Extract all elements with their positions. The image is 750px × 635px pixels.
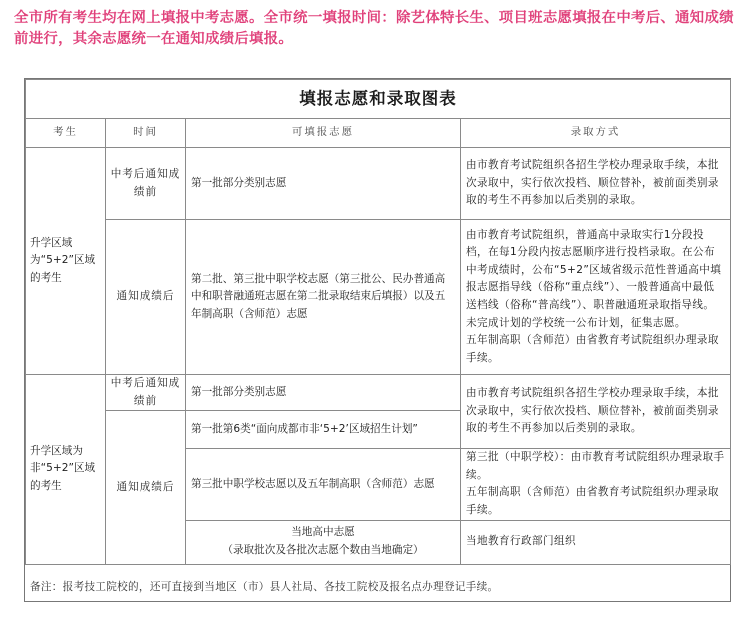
group2-row3-admission-extra: 五年制高职（含师范）由省教育考试院组织办理录取手续。 [466, 486, 719, 516]
group2-row1-time: 中考后通知成绩前 [106, 375, 186, 411]
group2-candidate: 升学区域为非“5+2”区域的考生 [26, 375, 106, 565]
group2-row2-time: 通知成绩后 [106, 411, 186, 564]
group1-row1-wish: 第一批部分类别志愿 [186, 148, 461, 220]
group2-row3-admission-cell [461, 449, 731, 520]
group2-row4-wish-extra: （录取批次及各批次志愿个数由当地确定） [222, 544, 424, 557]
header-time: 时间 [106, 119, 186, 148]
table-title: 填报志愿和录取图表 [26, 80, 731, 119]
group1-row2-admission-extra: 五年制高职（含师范）由省教育考试院组织办理录取手续。 [466, 334, 719, 364]
header-candidate: 考生 [26, 119, 106, 148]
intro-text: 全市所有考生均在网上填报中考志愿。全市统一填报时间：除艺体特长生、项目班志愿填报在中考后、通知成绩前进行，其余志愿统一在通知成绩后填报。 [14, 10, 734, 47]
header-admission: 录取方式 [461, 119, 731, 148]
table-note: 备注：报考技工院校的，还可直接到当地区（市）县人社局、各技工院校及报名点办理登记手续。 [30, 581, 499, 593]
admission-table [25, 79, 731, 565]
group2-row3-wish: 第三批中职学校志愿以及五年制高职（含师范）志愿 [186, 449, 461, 520]
group1-candidate: 升学区域为“5+2”区域的考生 [26, 148, 106, 375]
group1-row1-time: 中考后通知成绩前 [106, 148, 186, 220]
group1-row2-time: 通知成绩后 [106, 220, 186, 375]
header-wish: 可填报志愿 [186, 119, 461, 148]
group2-row1-admission: 由市教育考试院组织各招生学校办理录取手续，本批次录取中，实行依次投档、顺位替补，被前面类别录取的考生不再参加以后类别的录取。 [461, 375, 731, 449]
group1-row2-admission: 由市教育考试院组织，普通高中录取实行1分段投档，在每1分段内按志愿顺序进行投档录取。在公布中考成绩时，公布“5+2”区域省级示范性普通高中填报志愿指导线（俗称“重点线”）、一般普通高中最低送档线（俗称“普高线”）、职普融通班录取指导线。未完成计划的学校统一公布计划，征集志愿。 [466, 228, 722, 329]
admission-table-card [24, 78, 731, 602]
group2-row4-wish-cell [186, 520, 461, 564]
group1-row2-wish: 第二批、第三批中职学校志愿（第三批公、民办普通高中和职普融通班志愿在第二批录取结束后填报）以及五年制高职（含师范）志愿 [186, 220, 461, 375]
group1-row1-admission: 由市教育考试院组织各招生学校办理录取手续，本批次录取中，实行依次投档、顺位替补，被前面类别录取的考生不再参加以后类别的录取。 [461, 148, 731, 220]
group2-row1-wish: 第一批部分类别志愿 [186, 375, 461, 411]
group2-row4-admission: 当地教育行政部门组织 [461, 520, 731, 564]
group2-row2-wish: 第一批第6类“面向成都市非‘5+2’区域招生计划” [186, 411, 461, 449]
group1-row2-admission-cell [461, 220, 731, 375]
group2-row3-admission: 第三批（中职学校）：由市教育考试院组织办理录取手续。 [466, 451, 725, 481]
group2-row4-wish: 当地高中志愿 [291, 526, 355, 539]
